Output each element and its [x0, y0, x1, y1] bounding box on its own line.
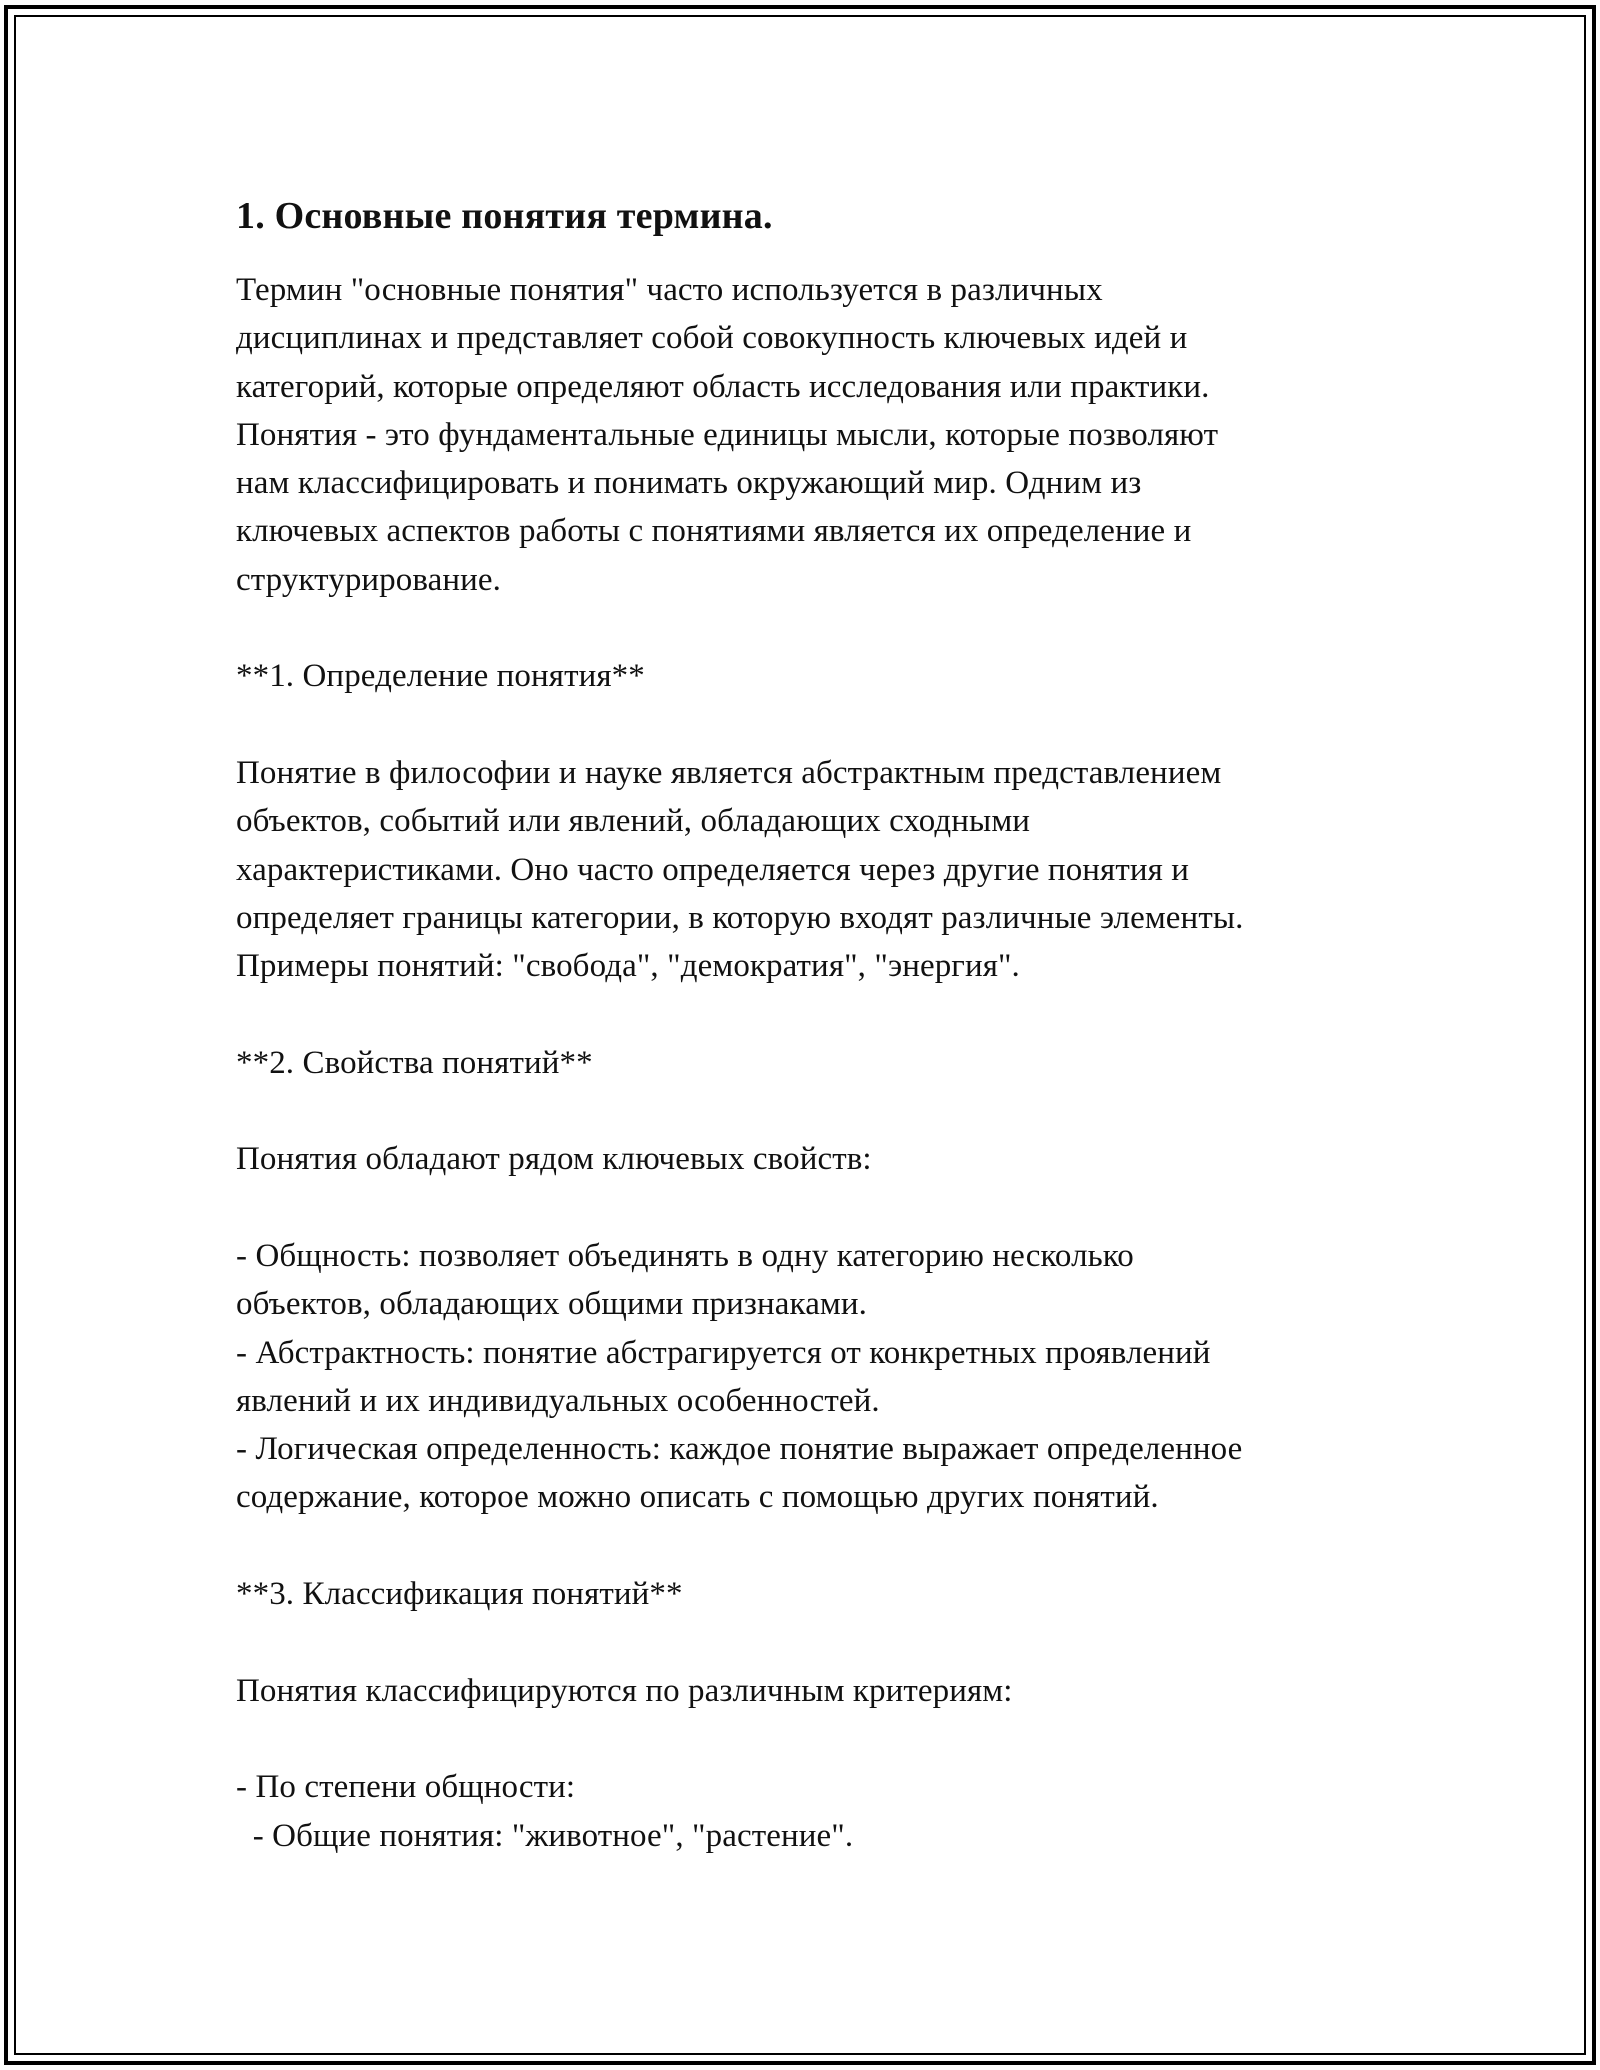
list-item: содержание, которое можно описать с помощью других понятий.	[236, 1479, 1159, 1516]
text-line: дисциплинах и представляет собой совокупность ключевых идей и	[236, 320, 1188, 357]
paragraph-gap	[236, 701, 1396, 749]
list-classification	[236, 1763, 1396, 1860]
list-item: - Абстрактность: понятие абстрагируется от конкретных проявлений	[236, 1334, 1211, 1371]
text-line: Понятия классифицируются по различным критериям:	[236, 1672, 1013, 1709]
text-line: **3. Классификация понятий**	[236, 1576, 683, 1613]
text-line: Термин "основные понятия" часто используется в различных	[236, 272, 1103, 308]
text-line: объектов, событий или явлений, обладающих сходными	[236, 803, 1031, 840]
text-line: Понятие в философии и науке является абстрактным представлением	[236, 754, 1222, 791]
text-line: ключевых аспектов работы с понятиями является их определение и	[236, 513, 1192, 550]
paragraph-gap	[236, 1522, 1396, 1570]
text-line: Понятия - это фундаментальные единицы мысли, которые позволяют	[236, 416, 1219, 453]
paragraph-intro	[236, 266, 1396, 604]
text-line: структурирование.	[236, 561, 501, 598]
page-title: 1. Основные понятия термина.	[236, 195, 773, 237]
paragraph-gap	[236, 1618, 1396, 1666]
list-item: - По степени общности:	[236, 1769, 576, 1806]
text-line: Понятия обладают рядом ключевых свойств:	[236, 1141, 872, 1178]
paragraph-classification-intro	[236, 1667, 1396, 1715]
section-heading-definition	[236, 652, 1396, 700]
paragraph-gap	[236, 990, 1396, 1038]
paragraph-gap	[236, 1087, 1396, 1135]
list-item: - Общность: позволяет объединять в одну категорию несколько	[236, 1237, 1134, 1274]
paragraph-gap	[236, 1184, 1396, 1232]
list-item: объектов, обладающих общими признаками.	[236, 1286, 868, 1323]
list-item: - Логическая определенность: каждое понятие выражает определенное	[236, 1431, 1243, 1468]
document-body	[236, 188, 1396, 1860]
paragraph-gap	[236, 604, 1396, 652]
paragraph-gap	[236, 1715, 1396, 1763]
section-heading-classification	[236, 1570, 1396, 1618]
section-heading-properties	[236, 1039, 1396, 1087]
text-line: **1. Определение понятия**	[236, 658, 645, 695]
text-line: нам классифицировать и понимать окружающий мир. Одним из	[236, 465, 1142, 502]
text-line: характеристиками. Оно часто определяется через другие понятия и	[236, 851, 1190, 888]
list-item: - Общие понятия: "животное", "растение".	[236, 1817, 854, 1854]
text-line: определяет границы категории, в которую входят различные элементы.	[236, 899, 1244, 936]
list-properties	[236, 1232, 1396, 1522]
paragraph-definition	[236, 749, 1396, 990]
text-line: **2. Свойства понятий**	[236, 1044, 593, 1081]
text-line: категорий, которые определяют область исследования или практики.	[236, 368, 1210, 405]
text-line: Примеры понятий: "свобода", "демократия", "энергия".	[236, 948, 1020, 985]
list-item: явлений и их индивидуальных особенностей.	[236, 1382, 880, 1419]
paragraph-properties-intro	[236, 1135, 1396, 1183]
